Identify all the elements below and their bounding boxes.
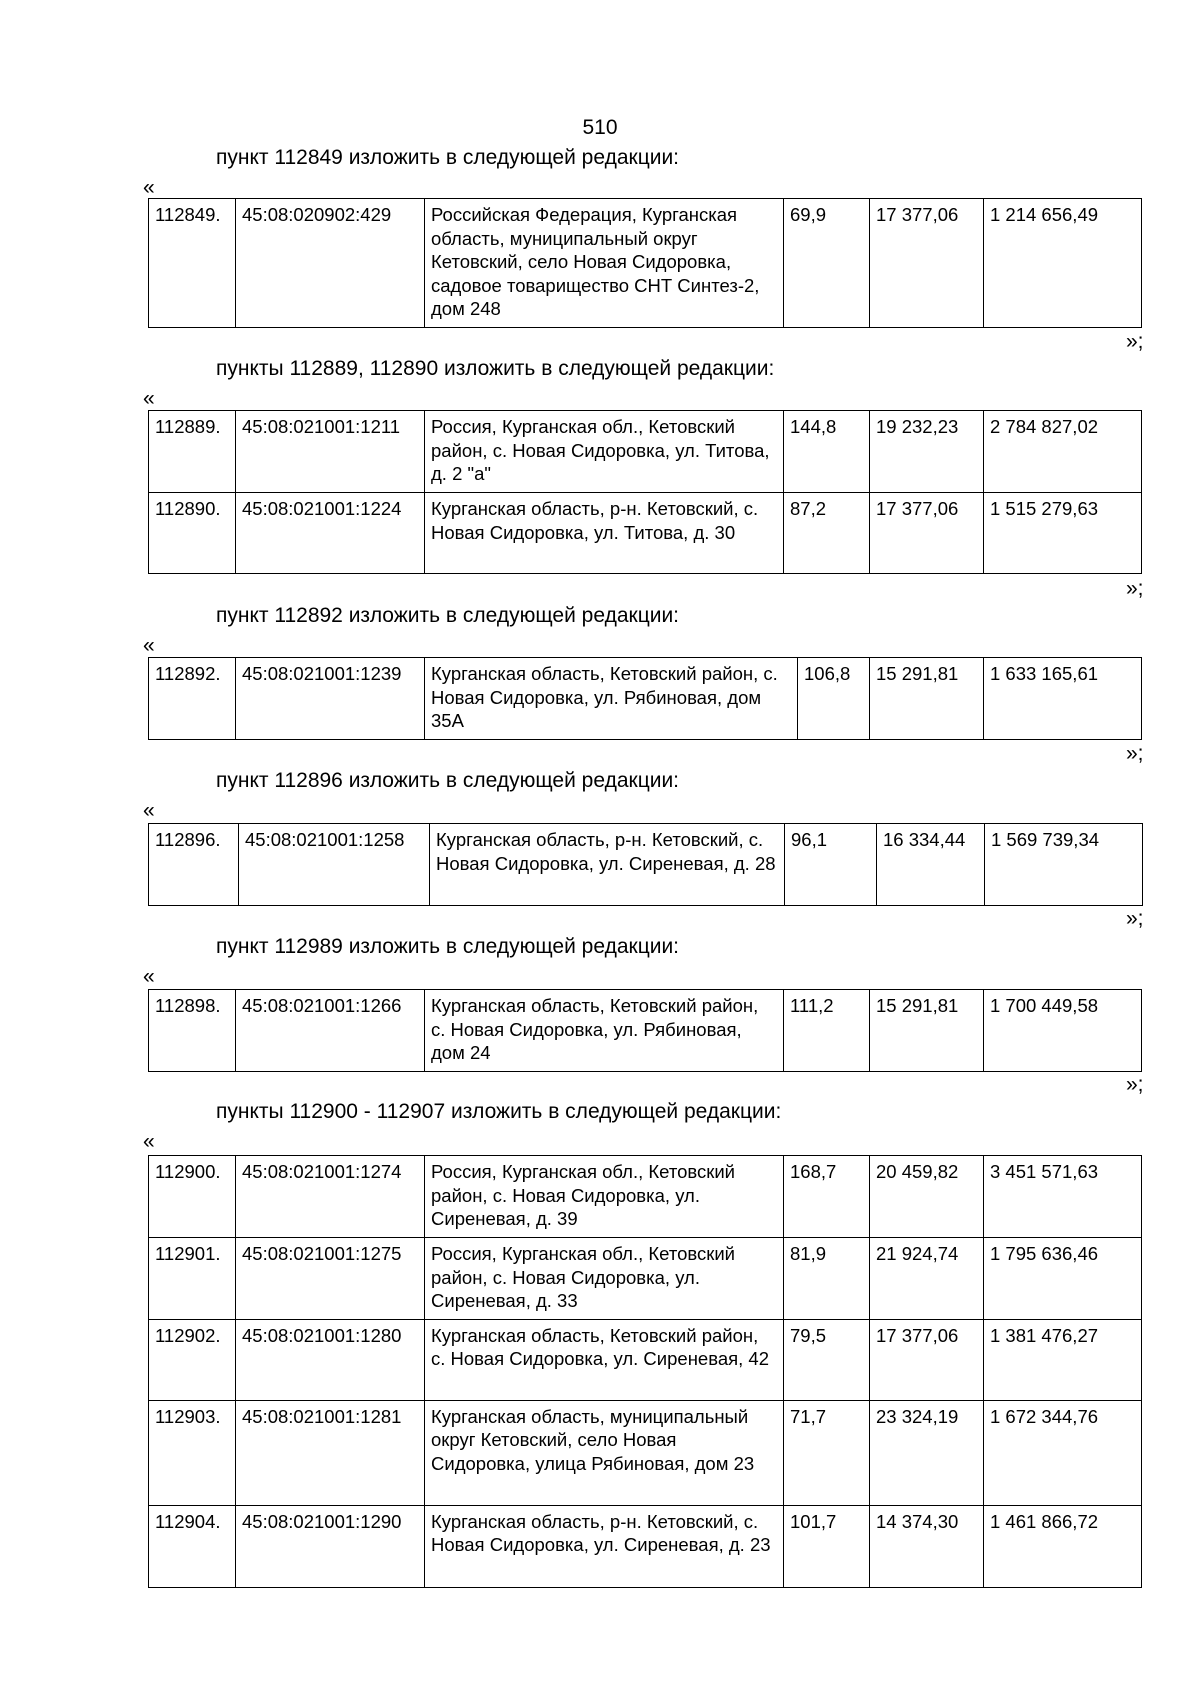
opening-quote: « — [143, 965, 155, 988]
area-cell: 144,8 — [784, 411, 870, 493]
area-cell: 87,2 — [784, 493, 870, 574]
cadastral-number-cell: 45:08:021001:1281 — [236, 1400, 425, 1505]
cadastral-number-cell: 45:08:021001:1274 — [236, 1156, 425, 1238]
total-value-cell: 2 784 827,02 — [984, 411, 1142, 493]
price-per-unit-cell: 17 377,06 — [870, 493, 984, 574]
price-per-unit-cell: 14 374,30 — [870, 1505, 984, 1587]
cadastral-number-cell: 45:08:021001:1258 — [239, 824, 430, 906]
address-cell: Курганская область, р-н. Кетовский, с. Новая Сидоровка, ул. Титова, д. 30 — [425, 493, 784, 574]
page-number: 510 — [582, 116, 618, 139]
closing-quote: »; — [1126, 330, 1144, 353]
property-table — [148, 1155, 1142, 1588]
total-value-cell: 1 672 344,76 — [984, 1400, 1142, 1505]
area-cell: 69,9 — [784, 199, 870, 328]
address-cell: Курганская область, р-н. Кетовский, с. Новая Сидоровка, ул. Сиреневая, д. 28 — [430, 824, 785, 906]
item-number-cell: 112896. — [149, 824, 239, 906]
item-number-cell: 112898. — [149, 990, 236, 1072]
address-cell: Курганская область, р-н. Кетовский, с. Новая Сидоровка, ул. Сиреневая, д. 23 — [425, 1505, 784, 1587]
closing-quote: »; — [1126, 1073, 1144, 1096]
total-value-cell: 3 451 571,63 — [984, 1156, 1142, 1238]
amendment-heading: пункты 112889, 112890 изложить в следующей редакции: — [216, 357, 775, 380]
area-cell: 101,7 — [784, 1505, 870, 1587]
opening-quote: « — [143, 634, 155, 657]
price-per-unit-cell: 17 377,06 — [870, 199, 984, 328]
total-value-cell: 1 633 165,61 — [984, 658, 1142, 740]
area-cell: 79,5 — [784, 1319, 870, 1400]
amendment-heading: пункт 112849 изложить в следующей редакции: — [216, 146, 680, 169]
property-table — [148, 823, 1143, 906]
area-cell: 96,1 — [785, 824, 877, 906]
closing-quote: »; — [1126, 577, 1144, 600]
closing-quote: »; — [1126, 907, 1144, 930]
item-number-cell: 112849. — [149, 199, 236, 328]
total-value-cell: 1 381 476,27 — [984, 1319, 1142, 1400]
property-table — [148, 198, 1142, 328]
address-cell: Россия, Курганская обл., Кетовский район, с. Новая Сидоровка, ул. Сиреневая, д. 39 — [425, 1156, 784, 1238]
table-row — [149, 199, 1142, 328]
area-cell: 168,7 — [784, 1156, 870, 1238]
opening-quote: « — [143, 1130, 155, 1153]
cadastral-number-cell: 45:08:021001:1290 — [236, 1505, 425, 1587]
item-number-cell: 112890. — [149, 493, 236, 574]
opening-quote: « — [143, 387, 155, 410]
total-value-cell: 1 214 656,49 — [984, 199, 1142, 328]
property-table — [148, 989, 1142, 1072]
total-value-cell: 1 795 636,46 — [984, 1238, 1142, 1320]
cadastral-number-cell: 45:08:021001:1280 — [236, 1319, 425, 1400]
cadastral-number-cell: 45:08:020902:429 — [236, 199, 425, 328]
property-table — [148, 410, 1142, 574]
amendment-heading: пункт 112892 изложить в следующей редакции: — [216, 604, 680, 627]
item-number-cell: 112892. — [149, 658, 236, 740]
cadastral-number-cell: 45:08:021001:1211 — [236, 411, 425, 493]
price-per-unit-cell: 21 924,74 — [870, 1238, 984, 1320]
total-value-cell: 1 515 279,63 — [984, 493, 1142, 574]
cadastral-number-cell: 45:08:021001:1224 — [236, 493, 425, 574]
cadastral-number-cell: 45:08:021001:1266 — [236, 990, 425, 1072]
area-cell: 71,7 — [784, 1400, 870, 1505]
amendment-heading: пункт 112896 изложить в следующей редакции: — [216, 769, 680, 792]
total-value-cell: 1 700 449,58 — [984, 990, 1142, 1072]
cadastral-number-cell: 45:08:021001:1275 — [236, 1238, 425, 1320]
item-number-cell: 112903. — [149, 1400, 236, 1505]
area-cell: 106,8 — [798, 658, 870, 740]
address-cell: Курганская область, муниципальный округ Кетовский, село Новая Сидоровка, улица Рябиновая, дом 23 — [425, 1400, 784, 1505]
table-row — [149, 493, 1142, 574]
address-cell: Курганская область, Кетовский район, с. Новая Сидоровка, ул. Рябиновая, дом 35А — [425, 658, 798, 740]
area-cell: 81,9 — [784, 1238, 870, 1320]
table-row — [149, 1319, 1142, 1400]
price-per-unit-cell: 15 291,81 — [870, 658, 984, 740]
item-number-cell: 112900. — [149, 1156, 236, 1238]
amendment-heading: пункт 112989 изложить в следующей редакции: — [216, 935, 680, 958]
address-cell: Россия, Курганская обл., Кетовский район, с. Новая Сидоровка, ул. Сиреневая, д. 33 — [425, 1238, 784, 1320]
area-cell: 111,2 — [784, 990, 870, 1072]
amendment-heading: пункты 112900 - 112907 изложить в следующей редакции: — [216, 1100, 782, 1123]
table-row — [149, 1238, 1142, 1320]
item-number-cell: 112902. — [149, 1319, 236, 1400]
price-per-unit-cell: 16 334,44 — [877, 824, 985, 906]
table-row — [149, 1400, 1142, 1505]
price-per-unit-cell: 17 377,06 — [870, 1319, 984, 1400]
closing-quote: »; — [1126, 742, 1144, 765]
table-row — [149, 824, 1143, 906]
price-per-unit-cell: 19 232,23 — [870, 411, 984, 493]
table-row — [149, 658, 1142, 740]
item-number-cell: 112901. — [149, 1238, 236, 1320]
address-cell: Россия, Курганская обл., Кетовский район, с. Новая Сидоровка, ул. Титова, д. 2 "а" — [425, 411, 784, 493]
opening-quote: « — [143, 176, 155, 199]
address-cell: Российская Федерация, Курганская область, муниципальный округ Кетовский, село Новая Сидоровка, садовое товарищество СНТ Синтез-2, дом 248 — [425, 199, 784, 328]
opening-quote: « — [143, 799, 155, 822]
table-row — [149, 411, 1142, 493]
price-per-unit-cell: 23 324,19 — [870, 1400, 984, 1505]
price-per-unit-cell: 20 459,82 — [870, 1156, 984, 1238]
price-per-unit-cell: 15 291,81 — [870, 990, 984, 1072]
total-value-cell: 1 461 866,72 — [984, 1505, 1142, 1587]
total-value-cell: 1 569 739,34 — [985, 824, 1143, 906]
table-row — [149, 1156, 1142, 1238]
property-table — [148, 657, 1142, 740]
table-row — [149, 990, 1142, 1072]
table-row — [149, 1505, 1142, 1587]
cadastral-number-cell: 45:08:021001:1239 — [236, 658, 425, 740]
address-cell: Курганская область, Кетовский район, с. Новая Сидоровка, ул. Рябиновая, дом 24 — [425, 990, 784, 1072]
item-number-cell: 112904. — [149, 1505, 236, 1587]
item-number-cell: 112889. — [149, 411, 236, 493]
address-cell: Курганская область, Кетовский район, с. Новая Сидоровка, ул. Сиреневая, 42 — [425, 1319, 784, 1400]
